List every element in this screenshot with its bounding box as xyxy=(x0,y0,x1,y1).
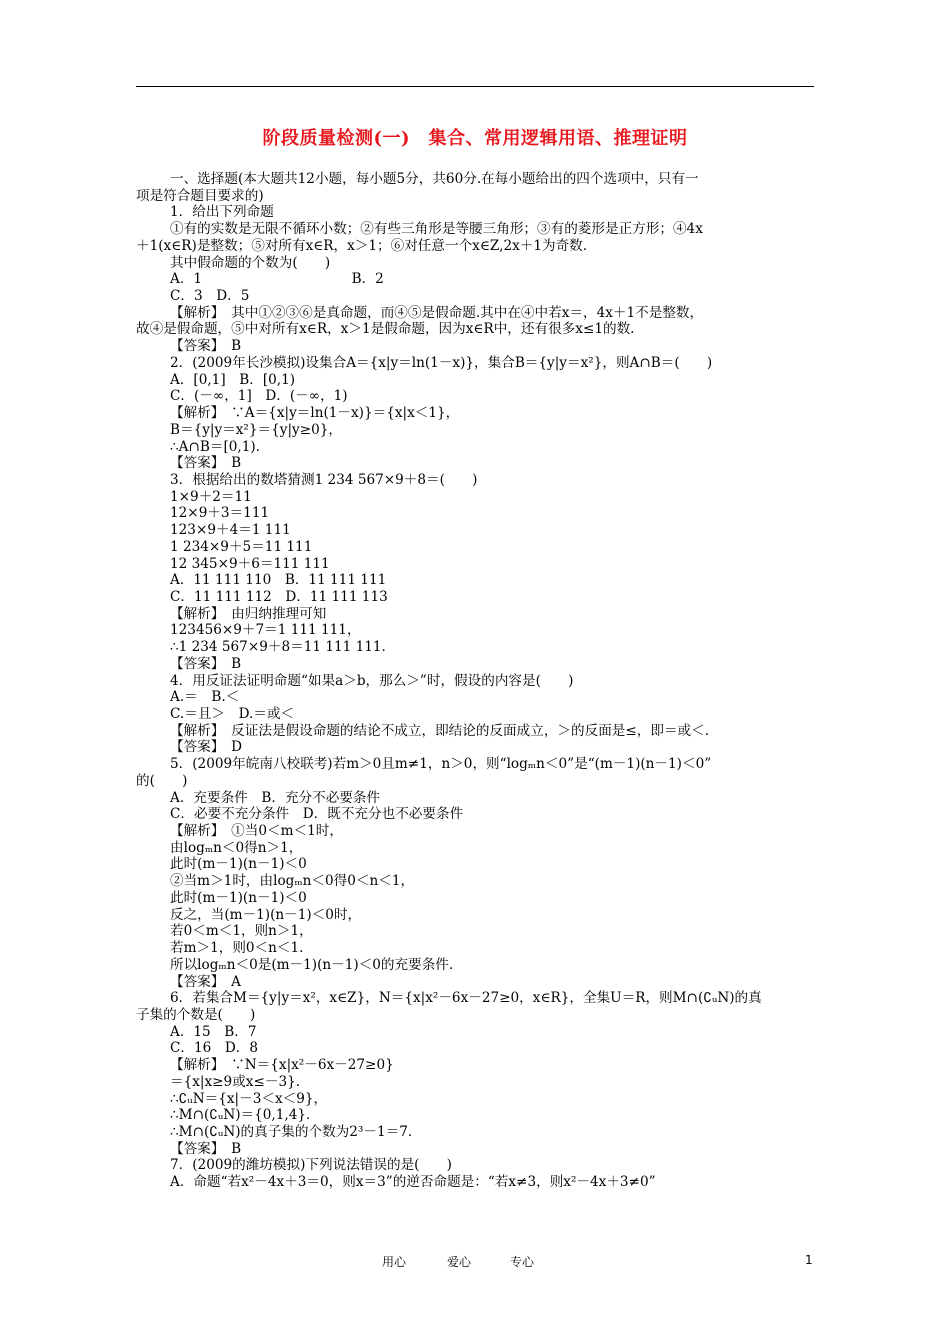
text-line: 此时(m－1)(n－1)＜0 xyxy=(170,889,307,906)
text-line: ∴M∩(∁ᵤN)的真子集的个数为2³－1＝7. xyxy=(170,1123,413,1140)
text-line: A．[0,1] B．[0,1) xyxy=(170,371,296,388)
text-line: 由logₘn＜0得n＞1， xyxy=(170,839,303,856)
text-line: 12×9＋3＝111 xyxy=(170,505,270,522)
text-line: ∴∁ᵤN＝{x|－3＜x＜9}， xyxy=(170,1090,328,1107)
text-line: 3．根据给出的数塔猜测1 234 567×9＋8＝( ) xyxy=(170,471,478,488)
text-line: C．3 D．5 xyxy=(170,288,250,305)
text-line: 6．若集合M＝{y|y＝x²，x∈Z}，N＝{x|x²－6x－27≥0，x∈R}，全集U＝R，则M∩(∁ᵤN)的真 xyxy=(170,990,762,1007)
text-line: 所以logₘn＜0是(m－1)(n－1)＜0的充要条件. xyxy=(170,956,454,973)
text-line: 5．(2009年皖南八校联考)若m＞0且m≠1，n＞0，则“logₘn＜0”是“(m－1)(n－1)＜0” xyxy=(170,756,712,773)
text-line: 此时(m－1)(n－1)＜0 xyxy=(170,856,307,873)
text-line: ＝{x|x≥9或x≤－3}. xyxy=(170,1073,301,1090)
text-line: C.＝且＞ D.＝或＜ xyxy=(170,706,295,722)
text-line: 的( ) xyxy=(136,772,188,789)
text-line: ∴1 234 567×9＋8＝11 111 111. xyxy=(170,639,386,656)
text-line: 【答案】 B xyxy=(170,655,242,672)
text-line: C．必要不充分条件 D．既不充分也不必要条件 xyxy=(170,806,464,823)
text-line: B＝{y|y＝x²}＝{y|y≥0}， xyxy=(170,421,342,438)
text-line: 123456×9＋7＝1 111 111， xyxy=(170,622,361,639)
text-line: 7．(2009的潍坊模拟)下列说法错误的是( ) xyxy=(170,1157,452,1174)
text-line: A．1 B．2 xyxy=(170,271,384,288)
text-line: 【解析】 反证法是假设命题的结论不成立，即结论的反面成立，＞的反面是≤，即＝或＜. xyxy=(170,722,710,739)
text-line: A．命题“若x²－4x＋3＝0，则x＝3”的逆否命题是：“若x≠3，则x²－4x＋3≠0” xyxy=(170,1174,656,1191)
text-line: 【解析】 ∵N＝{x|x²－6x－27≥0} xyxy=(170,1057,394,1074)
text-line: 1 234×9＋5＝11 111 xyxy=(170,538,313,555)
page-title: 阶段质量检测(一) 集合、常用逻辑用语、推理证明 xyxy=(262,128,688,149)
text-line: A．15 B．7 xyxy=(170,1023,257,1040)
text-line: ②当m＞1时，由logₘn＜0得0＜n＜1， xyxy=(170,873,415,890)
text-line: 1．给出下列命题 xyxy=(170,204,274,221)
document-body xyxy=(136,171,814,1191)
text-line: C．16 D．8 xyxy=(170,1040,259,1057)
text-line: 【答案】 B xyxy=(170,1140,242,1157)
text-line: A．充要条件 B．充分不必要条件 xyxy=(170,789,381,806)
text-line: ＋1(x∈R)是整数；⑤对所有x∈R，x＞1；⑥对任意一个x∈Z,2x＋1为奇数. xyxy=(136,237,588,254)
text-line: 【解析】 ∵A＝{x|y＝ln(1－x)}＝{x|x＜1}， xyxy=(170,405,460,422)
text-line: ∴M∩(∁ᵤN)＝{0,1,4}. xyxy=(170,1107,311,1124)
text-line: 【答案】 B xyxy=(170,338,242,355)
text-line: 123×9＋4＝1 111 xyxy=(170,522,291,539)
text-line: 【解析】 其中①②③⑥是真命题，而④⑤是假命题.其中在④中若x＝，4x＋1不是整数， xyxy=(170,304,704,321)
text-line: 【答案】 D xyxy=(170,739,243,756)
text-line: 若m＞1，则0＜n＜1. xyxy=(170,940,304,957)
text-line: ①有的实数是无限不循环小数；②有些三角形是等腰三角形；③有的菱形是正方形；④4x xyxy=(170,221,703,238)
text-line: A．11 111 110 B．11 111 111 xyxy=(170,572,387,589)
text-line: 2．(2009年长沙模拟)设集合A＝{x|y＝ln(1－x)}，集合B＝{y|y＝x²}，则A∩B＝( ) xyxy=(170,354,713,371)
footer-text-3: 专心 xyxy=(510,1255,535,1269)
header-rule xyxy=(136,86,814,87)
text-line: 【解析】 由归纳推理可知 xyxy=(170,605,327,622)
footer-text-1: 用心 xyxy=(382,1255,407,1269)
text-line: 项是符合题目要求的) xyxy=(136,187,264,204)
text-line: 【解析】 ①当0＜m＜1时， xyxy=(170,823,343,840)
text-line: 若0＜m＜1，则n＞1， xyxy=(170,923,313,940)
footer-text-2: 爱心 xyxy=(447,1255,472,1269)
text-line: 【答案】 B xyxy=(170,455,242,472)
text-line: 故④是假命题，⑤中对所有x∈R，x＞1是假命题，因为x∈R中，还有很多x≤1的数. xyxy=(136,321,635,338)
text-line: C．11 111 112 D．11 111 113 xyxy=(170,588,388,605)
text-line: C．(－∞，1] D．(－∞，1) xyxy=(170,388,348,405)
text-line: 反之，当(m－1)(n－1)＜0时， xyxy=(170,906,362,923)
text-line: A.＝ B.＜ xyxy=(170,689,240,706)
text-line: 子集的个数是( ) xyxy=(136,1006,256,1023)
text-line: 12 345×9＋6＝111 111 xyxy=(170,555,330,572)
text-line: 其中假命题的个数为( ) xyxy=(170,254,331,271)
text-line: ∴A∩B＝[0,1). xyxy=(170,438,260,455)
text-line: 4．用反证法证明命题“如果a＞b，那么＞”时，假设的内容是( ) xyxy=(170,672,574,689)
text-line: 一、选择题(本大题共12小题，每小题5分，共60分.在每小题给出的四个选项中，只有一 xyxy=(170,171,699,187)
page-number: 1 xyxy=(805,1253,813,1267)
text-line: 【答案】 A xyxy=(170,973,241,990)
text-line: 1×9＋2＝11 xyxy=(170,488,252,505)
